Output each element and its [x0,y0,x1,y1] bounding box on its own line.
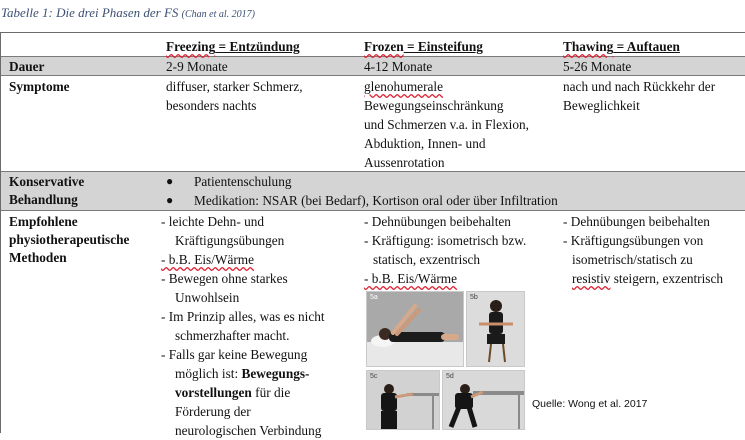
list-item: - Falls gar keine Bewegung [161,347,308,362]
list-item-text: möglich ist: [175,366,242,381]
list-item: - Kräftigung: isometrisch bzw. [364,233,527,248]
list-item: Unwohlsein [175,290,240,305]
list-item: - leichte Dehn- und [161,214,265,229]
photo-seated-person [467,292,524,366]
table-caption [1,5,255,21]
divider [1,210,745,211]
header-thawing [563,37,680,56]
photo-leaning-person [367,371,439,429]
list-item [175,383,290,402]
table-top-border [0,32,745,33]
row-label-dauer: Dauer [9,59,45,74]
list-item: - Im Prinzip alles, was es nicht [161,309,325,324]
header-frozen [364,37,483,56]
cell-symptome-freezing-line: diffuser, starker Schmerz, [166,79,303,94]
list-item: - b.B. Eis/Wärme [364,271,458,286]
header-frozen-rest: = Einsteifung [403,39,483,54]
list-item-text: steigern, exzentrisch [610,271,724,286]
cell-dauer-frozen: 4-12 Monate [364,59,433,74]
list-item-text: für die [251,385,291,400]
list-item: schmerzhafter macht. [175,328,290,343]
cell-symptome-frozen-line: Bewegungseinschränkung [364,98,504,113]
cell-symptome-frozen-line: und Schmerzen v.a. in Flexion, [364,117,529,132]
cell-symptome-frozen-line: glenohumerale [364,79,444,94]
cell-symptome-freezing-line: besonders nachts [166,98,257,113]
row-label-methoden-line: physiotherapeutische [9,232,130,247]
cell-dauer-freezing: 2-9 Monate [166,59,228,74]
photo-tag: 5b [470,294,478,301]
list-item: - Bewegen ohne starkes [161,271,288,286]
row-label-methoden-line: Methoden [9,250,67,265]
row-label-konservativ-line: Konservative [9,174,85,189]
list-item-text: resistiv [572,271,611,286]
exercise-photo-table-lean [366,370,440,430]
exercise-photo-lying-stretch [366,291,464,367]
figure-source: Quelle: Wong et al. 2017 [532,398,648,410]
list-item: Patientenschulung [194,174,292,189]
photo-bench-person [443,371,524,429]
bullet-icon: ● [166,193,174,207]
photo-lying-person [367,292,463,366]
list-item: - Dehnübungen beibehalten [364,214,511,229]
caption-title: Tabelle 1: Die drei Phasen der FS [1,5,179,20]
row-label-symptome: Symptome [9,79,70,94]
list-item-emphasis: Bewegungs- [241,366,310,381]
list-item: Kräftigungsübungen [175,233,285,248]
photo-tag: 5c [370,373,378,380]
header-frozen-term: Frozen [364,39,404,54]
header-thawing-term: Thawing [563,39,614,54]
photo-tag: 5d [446,373,454,380]
row-label-konservativ-line: Behandlung [9,192,78,207]
header-thawing-rest: = Auftauen [613,39,680,54]
cell-symptome-frozen-line: Aussenrotation [364,155,445,170]
list-item: Förderung der [175,404,251,419]
list-item: - b.B. Eis/Wärme [161,252,255,267]
cell-symptome-thawing-line: Beweglichkeit [563,98,640,113]
exercise-photo-bench-stretch [442,370,525,430]
list-item [572,269,723,288]
row-label-methoden-line: Empfohlene [9,214,78,229]
list-item: Medikation: NSAR (bei Bedarf), Kortison oral oder über Infiltration [194,193,558,208]
header-freezing [166,37,300,56]
photo-tag: 5a [370,294,378,301]
header-freezing-rest: = Entzündung [215,39,300,54]
bullet-icon: ● [166,174,174,188]
list-item: isometrisch/statisch zu [572,252,693,267]
cell-symptome-frozen-line: Abduktion, Innen- und [364,136,486,151]
exercise-photo-seated-band [466,291,525,367]
list-item-emphasis: vorstellungen [175,385,252,400]
list-item: - Dehnübungen beibehalten [563,214,710,229]
cell-symptome-thawing-line: nach und nach Rückkehr der [563,79,716,94]
table-left-border [0,32,1,433]
list-item [175,364,309,383]
header-freezing-term: Freezing [166,39,216,54]
caption-citation: (Chan et al. 2017) [181,9,255,20]
list-item: statisch, exzentrisch [373,252,481,267]
cell-dauer-thawing: 5-26 Monate [563,59,632,74]
list-item: neurologischen Verbindung [175,423,322,438]
list-item: - Kräftigungsübungen von [563,233,704,248]
